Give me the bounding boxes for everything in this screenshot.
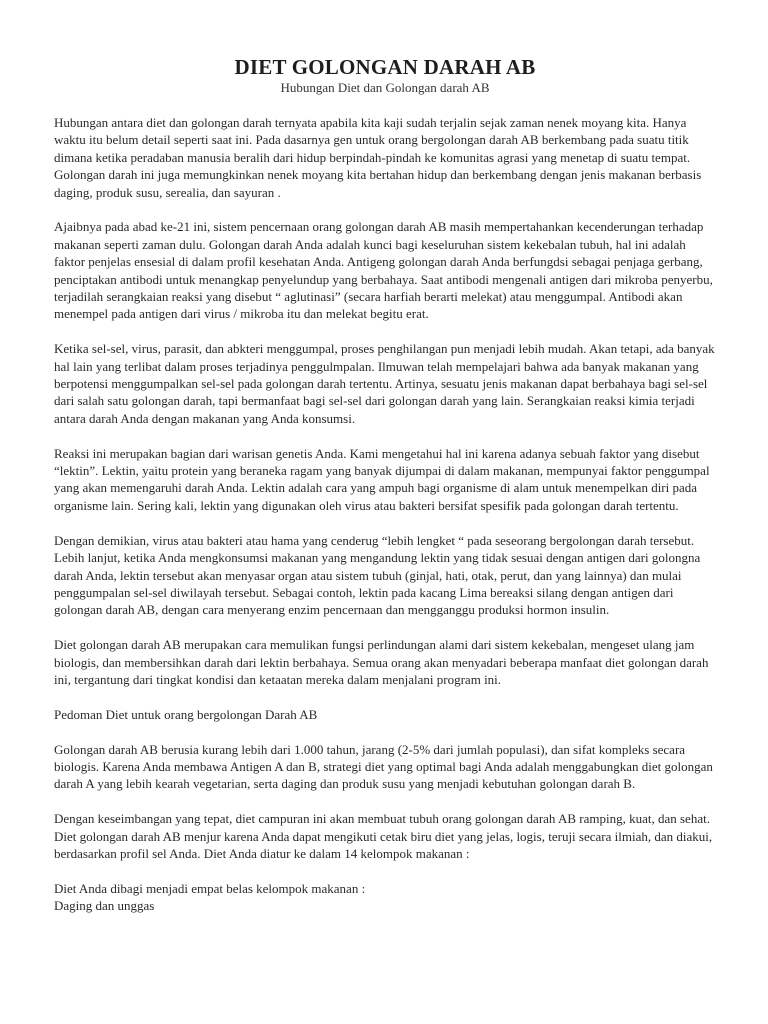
paragraph-lectin-effects: Dengan demikian, virus atau bakteri atau hama yang cenderug “lebih lengket “ pada seseorang bergolongan darah tersebut. Lebih lanjut, ketika Anda mengkonsumsi makanan yang mengandung lektin yang tidak sesuai dengan antigen dari golongna darah Anda, lektin tersebut akan menyasar organ atau sistem tubuh (ginjal, hati, otak, perut, dan yang lainnya) dan mulai penggumpalan sel-sel diwilayah tersebut. Sebagai contoh, lektin pada kacang Lima bereaksi silang dengan antigen dari golongan darah AB, dengan cara menyerang enzim pencernaan dan mengganggu produksi hormon insulin. xyxy=(54,532,701,618)
partial-line: Daging dan unggas xyxy=(54,898,155,914)
paragraph-balance: Dengan keseimbangan yang tepat, diet campuran ini akan membuat tubuh orang golongan darah AB ramping, kuat, dan sehat. Diet golongan darah AB menjur karena Anda dapat mengikuti cetak biru diet yang jelas, logis, teruji secara ilmiah, dan diakui, berdasarkan profil sel Anda. Diet Anda diatur ke dalam 14 kelompok makanan : xyxy=(54,811,713,861)
document-subtitle: Hubungan Diet dan Golongan darah AB xyxy=(280,80,490,95)
paragraph-blood-type-ab: Golongan darah AB berusia kurang lebih dari 1.000 tahun, jarang (2-5% dari jumlah populasi), dan sifat kompleks secara biologis. Karena Anda membawa Antigen A dan B, strategi diet yang optimal bagi Anda adalah menggabungkan diet golongan darah A yang lebih kearah vegetarian, serta daging dan produk susu yang menjadi kebutuhan golongan darah B. xyxy=(54,741,713,792)
paragraph-antigen: Ajaibnya pada abad ke-21 ini, sistem pencernaan orang golongan darah AB masih mempertahankan kecenderungan terhadap makanan seperti zaman dulu. Golongan darah Anda adalah kunci bagi keseluruhan sistem kekebalan tubuh, hal ini adalah faktor penjelas ensesial di dalam profil kesehatan Anda. Antigeng golongan darah Anda berfungdsi sebagai penjaga gerbang, penciptakan antibodi untuk menangkap penyelundup yang berbahaya. Saat antibodi mengenali antigen dari mikroba penyerbu, terjadilah serangkaian reaksi yang disebut “ aglutinasi” (secara harfiah berarti melekat) atau menggumpal. Antibodi akan menempel pada antigen dari virus / mikroba itu dan melekat begitu erat. xyxy=(54,219,713,322)
document-title: DIET GOLONGAN DARAH AB xyxy=(234,55,536,79)
paragraph-intro: Hubungan antara diet dan golongan darah ternyata apabila kita kaji sudah terjalin sejak zaman nenek moyang kita. Hanya waktu itu belum detail seperti saat ini. Pada dasarnya gen untuk orang bergolongan darah AB berkembang pada suatu titik dimana ketika peradaban manusia beralih dari hidup berpindah-pindah ke komunitas agrasi yang menetap di suatu tempat. Golongan darah ini juga memungkinkan nenek moyang kita bertahan hidup dan berkembang dengan jenis makanan berbasis daging, produk susu, serealia, dan sayuran . xyxy=(54,115,702,200)
paragraph-lectin: Reaksi ini merupakan bagian dari warisan genetis Anda. Kami mengetahui hal ini karena adanya sebuah faktor yang disebut “lektin”. Lektin, yaitu protein yang beraneka ragam yang banyak dijumpai di dalam makanan, mempunyai faktor penggumpal yang akan memengaruhi darah Anda. Lektin adalah cara yang ampuh bagi organisme di alam untuk menempelkan diri pada organisme lain. Sering kali, lektin yang digunakan oleh virus atau bakteri bersifat spesifik pada golongan darah tertentu. xyxy=(54,445,710,513)
paragraph-diet-benefits: Diet golongan darah AB merupakan cara memulikan fungsi perlindungan alami dari sistem kekebalan, mengeset ulang jam biologis, dan membersihkan darah dari lektin berbahaya. Semua orang akan menyadari beberapa manfaat diet golongan darah ini, tergantung dari tingkat kondisi dan ketaatan mereka dalam menjalani program ini. xyxy=(54,637,709,687)
section-heading-guidelines: Pedoman Diet untuk orang bergolongan Darah AB xyxy=(54,706,318,722)
document-page xyxy=(54,54,716,915)
paragraph-food-groups: Diet Anda dibagi menjadi empat belas kelompok makanan : xyxy=(54,880,366,896)
paragraph-agglutination: Ketika sel-sel, virus, parasit, dan abkteri menggumpal, proses penghilangan pun menjadi lebih mudah. Akan tetapi, ada banyak hal lain yang terlibat dalam proses terjadinya penggulmpalan. Ilmuwan telah mempelajari bahwa ada banyak makanan yang berpotensi menggumpalkan sel-sel pada golongan darah tertentu. Artinya, sesuatu jenis makanan dapat berbahaya bagi sel-sel dari salah satu golongan darah, tapi bermanfaat bagi sel-sel dari golongan darah yang lain. Serangkaian reaksi kimia terjadi antara darah Anda dengan makanan yang Anda konsumsi. xyxy=(54,341,715,426)
